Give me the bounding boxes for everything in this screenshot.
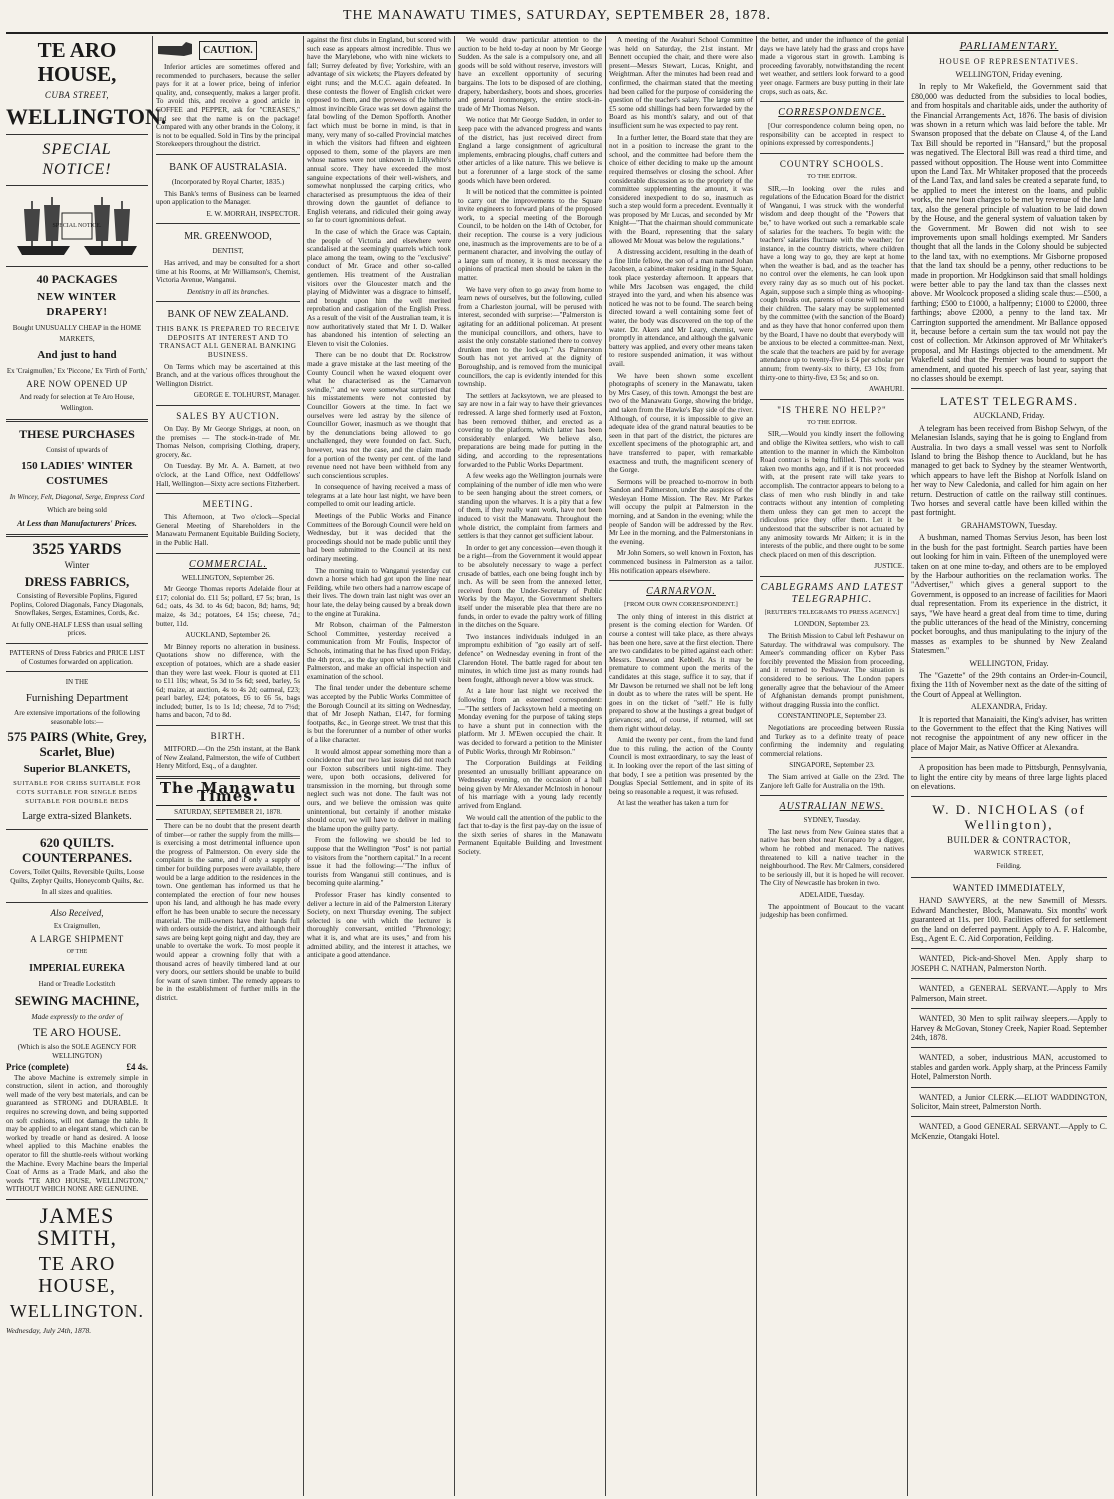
extensive-importations: Are extensive importations of the following seasonable lots:— [14, 709, 140, 726]
tender-text: The final tender under the debenture scheme was accepted by the Public Works Committee of the Borough Council at its sitting on Wednesday, that of Mr Joseph Nathan, £147, for forming footpaths, &c., in George street. We trust that this is but the forerunner of a number of other works of a like character. [307, 684, 451, 744]
grahamstown-text: A bushman, named Thomas Servius Jeson, has been lost in the bush for the past fortnight. Search parties have been out looking for him in vain. Fifteen of the unemployed were taken on at one mine to-day, and others are to be employed by the Harbour authorities on the reclamation works. The "Advertiser," which gives a general support to the Government, is opposed to an increase of facilities for Maori dual representation. From its experience in the district, it says, "We have heard a great deal from time to time, during the public utterances of the head of the Ministry, concerning pocket boroughs, and thus manipulating to the injury of the masses as examples to be shunned by New Zealand Statesmen." [911, 533, 1107, 656]
packages: 40 PACKAGES [36, 272, 118, 286]
adelaide-dateline: ADELAIDE, Tuesday. [799, 890, 865, 899]
paper-date: SATURDAY, SEPTEMBER 21, 1878. [156, 805, 300, 820]
nicholas-heading: W. D. NICHOLAS (of Wellington), [932, 802, 1086, 833]
photographs-text: We have been shown some excellent photographs of scenery in the Manawatu, taken by Mrs Casey, of this town. Amongst the best are two of the Manawatu Gorge, showing the bridge, and taken from the Hawke's Bay side of the river. Although, of course, it is impossible to give an adequate idea of the grand natural beauties to be seen in that part of the district, the pictures are excellent specimens of the photographic art, and have transferred to paper, with remarkable exactness and truth, the magnificent scenery of the Gorge. [609, 371, 753, 475]
cablegrams-sub: [REUTER'S TELEGRAMS TO PRESS AGENCY.] [764, 608, 900, 616]
ship-label: SPECIAL NOTICE. [52, 223, 102, 229]
birth-text: MITFORD.—On the 25th instant, at the Bank of New Zealand, Palmerston, the wife of Cuthbert Henry Mitford, Esq., of a daughter. [156, 745, 300, 771]
column-3 [307, 36, 451, 1496]
price-value: £4 4s. [126, 1062, 148, 1073]
winter-drapery: NEW WINTER DRAPERY! [37, 291, 117, 318]
singapore-dateline: SINGAPORE, September 23. [789, 761, 875, 770]
wanted-servant: WANTED, a GENERAL SERVANT.—Apply to Mrs Palmerson, Main street. [911, 984, 1107, 1003]
column-1 [6, 36, 167, 1496]
pairs-count: 575 PAIRS (White, Grey, Scarlet, Blue) [7, 729, 147, 760]
james-smith: JAMES SMITH, [37, 1203, 117, 1250]
column-6 [760, 36, 904, 1496]
pointing-hand-icon [156, 38, 196, 60]
train-text: The morning train to Wanganui yesterday cut down a horse which had got upon the line near Feilding, while two others had a narrow escape of their lives. The down train last night was over an hour late, the delay being caused by a break down to the engine at Turakina. [307, 566, 451, 618]
commercial-dateline: WELLINGTON, September 26. [181, 573, 275, 582]
bank-australasia-heading: BANK OF AUSTRALASIA. [169, 161, 287, 173]
blankets-heading: Superior BLANKETS, [23, 763, 131, 776]
bank-nz-sub: THIS BANK IS PREPARED TO RECEIVE DEPOSITS AT INTEREST AND TO TRANSACT ALL GENERAL BANKING BUSINESS. [156, 325, 300, 360]
in-the: IN THE [65, 678, 89, 687]
column-2 [156, 36, 300, 1496]
commercial-dateline-2: AUCKLAND, September 26. [185, 631, 271, 640]
machine-description: The above Machine is extremely simple in construction, silent in action, and thoroughly well made of the very best materials, and can be guaranteed as STRONG and DURABLE. It requires no screwing down, and being supported on soft cushions, will not damage the table. It may be applied to an elegant stand, which can be worked by treadle or hand as desired. A loose wheel applied to this Machine enables the operator to fill the shuttle-reels without working the Machine. Every Machine bears the Imperial Coat of Arms as a Trade Mark, and also the words "TE ARO HOUSE, WELLINGTON," WITHOUT WHICH NONE ARE GENUINE. [6, 1073, 148, 1194]
fight-text: Two instances individuals indulged in an impromptu exhibition of "go easily art of self-defence" on Wednesday evening in front of the Clarendon Hotel. The battle raged for about ten minutes, in which time just as many rounds had been fought, although never a blow was struck. [458, 632, 602, 684]
also-received: Also Received, [50, 907, 104, 918]
birth-heading: BIRTH. [210, 731, 246, 742]
masthead: THE MANAWATU TIMES, SATURDAY, SEPTEMBER 28, 1878. [343, 8, 771, 23]
singapore-text: The Siam arrived at Galle on the 23rd. The Zanjore left Galle for Australia on the 19th. [760, 772, 904, 790]
grahamstown-dateline: GRAHAMSTOWN, Tuesday. [960, 520, 1057, 530]
caution-ad [156, 38, 300, 63]
half-price-note: At fully ONE-HALF LESS than usual selling prices. [11, 620, 143, 638]
alexandra-dateline: ALEXANDRA, Friday. [970, 702, 1048, 712]
caution-text: Inferior articles are sometimes offered and recommended to purchasers, because the seller pays for it at a lower price, being of inferior quality, and, consequently, makes a larger profit. To avoid this, and receive a good article in COFFEE and PEPPER, ask for "CREASE'S," and see that the name is on the package! Compared with any other brands in the Colony, it is not to be equalled. Sold in Tins by the principal Storekeepers throughout the district. [156, 63, 300, 149]
caution-heading: CAUTION. [199, 41, 257, 60]
smith-te-aro-house: TE ARO HOUSE, [38, 1253, 116, 1297]
auckland-text: A telegram has been received from Bishop Selwyn, of the Melanesian Islands, saying that he is going to England from Australia. In two days a small vessel was sent to Norfolk Island to bring the Bishop thence to Auckland, but he has managed to get back to Sydney by the steamer Wentworth, which appears to have left the Bishop at Norfolk Island on her way to New Caledonia, and called for him again on her return. Destruction of cattle on the railway still continues. Two horses and several cattle have been killed within the past fortnight. [911, 423, 1107, 518]
bank-nz-sign: GEORGE E. TOLHURST, Manager. [193, 391, 300, 400]
feilding-ball-text: The Corporation Buildings at Feilding presented an unusually brilliant appearance on Wednesday evening, on the occasion of a ball being given by Mr Alexander McIntosh in honour of his marriage with a young lady recently arrived from England. [458, 759, 602, 811]
country-schools-text: SIR,—In looking over the rules and regulations of the Education Board for the district of Wanganui, I was struck with the wonderful wisdom and deep thought of the "Powers that be," to have worked out such a remarkable scale of salaries for the teachers. To begin with: the teachers' salaries fluctuate with the weather; for instance, in the country districts, where children have a long way to go, they are kept at home when the weather is bad, and as the teacher has no control over the elements, he can look upon every rainy day as so much out of his pocket. Again, suppose such a simple thing as whooping-cough breaks out, parents of course will not send their children. The salary may be supplemented by the committee (with the sanction of the Board) and as they have that honor conferred upon them by the Board, I have no doubt that everybody will be anxious to be elected a committee-man. Next, the scale that the teachers are paid by for average attendance up to twenty-five is £4 per scholar per annum; from twenty-six to thirty, £3 10s; from thirty-one to thirty-five, £3 5s; and so on. [760, 184, 904, 382]
wanted-good-servant: WANTED, a Good GENERAL SERVANT.—Apply to C. McKenzie, Otangaki Hotel. [911, 1122, 1107, 1141]
meeting-text: This Afternoon, at Two o'clock—Special General Meeting of Shareholders in the Manawatu Permanent Equitable Building Society, in the Public Hall. [156, 513, 300, 547]
accident-text: A distressing accident, resulting in the death of a fine little fellow, the son of a man named Johan Jacobsen, a cabinet-maker residing in the Square, took place yesterday afternoon. It appears that while Mrs Jacobsen was engaged, the child strayed into the yard, and when his absence was noticed he was not to be found. The search being directed toward a well containing some feet of water, the body was discovered on the top of the water. Dr. Akers and Mr Leary, chemist, were promptly in attendance, and although the galvanic battery was applied, and every other means taken to restore suspended animation, it was without avail. [609, 248, 753, 368]
less-than-manufacturers: At Less than Manufacturers' Prices. [17, 519, 137, 528]
sales-text-1: On Day. By Mr George Shriggs, at noon, on the premises — The stock-in-trade of Mr. Thomas Nelson, comprising Clothing, drapery, grocery, &c. [156, 425, 300, 459]
wanted-sleepers: WANTED, 30 Men to split railway sleepers.—Apply to Harvey & McGovan, Stoney Creek, Napier Road. September 24th, 1878. [911, 1014, 1107, 1042]
column-4 [458, 36, 602, 1496]
telegrams-note: In consequence of having received a mass of telegrams at a late hour last night, we have been compelled to omit our leading article. [307, 483, 451, 509]
carnarvon-heading: CARNARVON. [646, 586, 716, 598]
cablegrams-heading: CABLEGRAMS AND LATEST TELEGRAPHIC. [760, 581, 904, 605]
ladies-costumes: 150 LADIES' WINTER COSTUMES [21, 460, 133, 487]
pittsburgh-text: A proposition has been made to Pittsburgh, Pennsylvania, to light the entire city by means of three large lights placed on elevations. [911, 763, 1107, 792]
smith-date: Wednesday, July 24th, 1878. [6, 1326, 92, 1335]
auckland-dateline: AUCKLAND, Friday. [973, 411, 1045, 421]
sermons-text: Sermons will be preached to-morrow in both Sandon and Palmerston, under the auspices of the Wesleyan Home Mission. The Rev. Mr Parkes will occupy the pulpit at Palmerston in the morning, and at Sandon in the evening; while the people of Sandon will be addressed by the Rev. Mr Lee in the morning, and the Palmerstonians in the evening. [609, 477, 753, 546]
wellington-dateline: WELLINGTON, Friday. [969, 658, 1049, 668]
these-purchases: THESE PURCHASES [19, 427, 135, 441]
country-schools-sub: TO THE EDITOR. [807, 172, 857, 180]
london-text: The British Mission to Cabul left Peshawur on Saturday. The withdrawal was compulsory. The Ameer's commanding officer on Kyber Pass forcibly prevented the Mission from proceeding, and it returned to Peshawur. The situation is considered to be serious. The London papers generally agree that the behaviour of the Ameer of Afghanistan demands prompt punishment, without dragging Russia into the conflict. [760, 632, 904, 709]
wanted-clerk: WANTED, a Junior CLERK.—ELIOT WADDINGTON, Solicitor, Main street, Palmerston North. [911, 1092, 1107, 1111]
sole-agency: (Which is also the SOLE AGENCY FOR WELLINGTON) [17, 1042, 137, 1060]
house-heading: HOUSE OF REPRESENTATIVES. [939, 57, 1079, 66]
country-schools-heading: COUNTRY SCHOOLS. [779, 158, 885, 169]
commercial-text-2: Mr Binney reports no alteration in business. Quotations show no difference, with the exception of potatoes, which are a shade easier than they were last week. Flour is quoted at £11 to £11 10s; wheat, 5s 3d to 5s 6d; seed, barley, 5s 6d; maize, at auction, 4s to 4s 2d; oatmeal, £23; pearl barley, £24; potatoes, £6 to £6 5s, bags included; butter, 1s to 1s 1d; cheese, 7d to 7½d; hams and bacon, 7d to 8d. [156, 642, 300, 720]
quilts-count: 620 QUILTS. COUNTERPANES. [22, 835, 132, 866]
constantinople-dateline: CONSTANTINOPLE, September 23. [777, 712, 887, 721]
no-help-sign: JUSTICE. [874, 562, 904, 571]
school-text: Mr Robson, chairman of the Palmerston School Committee, yesterday received a communication from Mr Foulis, Inspector of Schools, intimating that he has fixed upon Friday, the 4th prox., as the day upon which he will visit Palmerston, and make an official inspection and examination of the school. [307, 621, 451, 681]
lecture-text: Professor Fraser has kindly consented to deliver a lecture in aid of the Palmerston Literary Society, on next Thursday evening. The subject selected is one with which the lecturer is thoroughly conversant, entitled "Phrenology; what it is, and what are its uses," and from his admitted ability, and the interest it attaches, we anticipate a good attendance. [307, 891, 451, 960]
commercial-heading: COMMERCIAL. [189, 558, 267, 570]
nicholas-trade: BUILDER & CONTRACTOR, [946, 835, 1072, 846]
committees-text: Meetings of the Public Works and Finance Committees of the Borough Council were held on Wednesday, but it was decided that the proceedings should not be made public until they had been submitted to the Council at its next ordinary meeting. [307, 512, 451, 564]
square-text: It will be noticed that the committee is pointed to carry out the improvements to the Square invite engineers to forward plans of the proposed work, to a special meeting of the Borough Council, to be holden on the 14th of October, for their reception. The course is a very judicious one, inasmuch as the improvements are to be of a permanent character, and involving the outlay of a large sum of money, it is most necessary the opinions of practical men should be taken in the matter. [458, 188, 602, 283]
sewing-machine: SEWING MACHINE, [14, 992, 140, 1008]
column-rule [756, 36, 757, 1496]
cricket-text-1: against the first clubs in England, but scored with such ease as appears almost incredible. Thus we have the Marylebone, who with nine wickets to fall; Surrey defeated by five; Yorkshire, with an advantage of six wickets; the Players defeated by eight runs; and the M.C.C. again defeated. In these contests the flower of English cricket were opposed to them, and the prowess of the hitherto almost invincible Grace was set down against the fatal bowling of the Demon Spofforth. Another fact which must be borne in mind, is that in many, very many of so-called Provincial matches in which the visitors had fifteen and eighteen opposed to them, some of the players are men whose names were not unknown in Lillywhite's annual score. They have exceeded the most sanguine expectations of their well-wishers, and somewhat nonplussed the carping critics, who characterised as presumptuous the idea of their throwing down the gauntlet of defiance to English veterans, and ridiculed their going away so far to court ignominious defeat. [307, 36, 451, 225]
nicholas-town: Feilding. [996, 862, 1022, 871]
building-society-text: We would call the attention of the public to the fact that to-day is the first pay-day on the issue of the sixth series of shares in the Manawatu Permanent Equitable Building and Investment Society. [458, 813, 602, 857]
te-aro-street: CUBA STREET, [44, 90, 110, 100]
te-aro-title: TE ARO HOUSE, [37, 38, 117, 86]
bank-australasia-text: This Bank's terms of Business can be learned upon application to the Manager. [156, 189, 300, 207]
bought-note: Bought UNUSUALLY CHEAP in the HOME MARKETS, [12, 324, 142, 343]
county-text: Amid the twenty per cent., from the land fund due to this ruling, the action of the County Council is most extraordinary, to say the least of it. In looking over the report of the last sitting of that body, I see a petition was presented by the Douglas Special Settlement, and in spite of its being so reasonable a request, it was refused. [609, 736, 753, 796]
smith-wellington: WELLINGTON. [9, 1301, 145, 1321]
ex-craigmullen: Ex Craigmullen, [53, 921, 101, 930]
column-rule [303, 36, 304, 1496]
correspondence-note: [Our correspondence column being open, no responsibility can be accepted in respect to opinions expressed by correspondents.] [760, 122, 904, 148]
large-blankets: Large extra-sized Blankets. [22, 811, 132, 823]
column-5 [609, 36, 753, 1496]
sales-heading: SALES BY AUCTION. [176, 411, 280, 422]
made-expressly: Made expressly to the order of [31, 1011, 123, 1021]
board-text: In a further letter, the Board state that they are not in a position to increase the grant to the school, and the committee had before them the choice of either deciding to make up the amount required themselves or closing the school. After considerable discussion as to the propriety of the committee supplementing the amount, it was considered inexpedient to do so, inasmuch as such a step would form a precedent. Eventually it was proposed by Mr Lucas, and seconded by Mr Knight—"That the chairman should communicate with the Board, representing that the salary allowed Mr Mouat was below the regulations." [609, 133, 753, 245]
carnarvon-sub: [FROM OUR OWN CORRESPONDENT.] [624, 601, 738, 609]
awahuri-text: A meeting of the Awahuri School Committee was held on Saturday, the 21st instant. Mr Bennett occupied the chair, and there were also present—Messrs Stewart, Lucas, Knight, and Weightman. After the minutes had been read and confirmed, the chairman stated that the meeting had been called for the purpose of considering the question of the teacher's salary. The large sum of £5 some odd shillings had been forwarded by the Board as his month's salary, and out of that insufficient sum he was expected to pay rent. [609, 36, 753, 130]
costume-fabrics: In Wincey, Felt, Diagonal, Serge, Empress Cord [9, 493, 145, 501]
price-row [6, 1063, 148, 1072]
lockstitch: Hand or Treadle Lockstitch [38, 979, 116, 988]
country-schools-sign: AWAHURI. [868, 385, 904, 394]
being-sold: Which are being sold [47, 506, 107, 514]
parliament-text: In reply to Mr Wakefield, the Government said that £80,000 was deducted from the subsidies to local bodies, and from hospitals and charitable aids, under the authority of the Financial Arrangements Act, 1876. The basis of division was shown in a return which was laid before the table. Mr Swanson proposed that the debate on Clause 4, of the Land Tax Bill should be reported in "Hansard," but the proposal was negatived. The Electoral Bill was read a third time, and passed without opposition. The House went into Committee upon the Land Tax. Mr Whitaker proposed that the proceeds of the Land Tax, and land sales be created a separate fund, to be applied to meet the interest on the loans, and public works, the new loan charges to be met by revenue of the land tax, also the general principle of valuation to be laid down by the House, and the general system of valuation taken by the Government. Mr Bowen did not wish to see improvements upon small holdings exempted. Mr Sanders thought that all the lands in the Colony should be subjected to the land tax, with no exemptions. Mr Gisborne proposed that the land tax should be a penny, other reductions to be made in proportion. Mr Hodgkinson said that small holdings were better able to pay the land tax than the classes next above. Mr Woolcock proposed a sliding scale thus:—£500, a farthing; £500 to £1000, a halfpenny; £1000 to £2000, three farthings; above £2000, a penny to the land tax. Mr Carrington supported the amendment. Mr Ballance opposed it, because before a certain sum the tax would not pay the cost of collection. Mr Atkinson approved of Mr Whitaker's proposal, and Mr Hastings objected to the amendment. Mr Wakefield said that the Premier was bound to support the amendment, and quoted his speech of last year, saying that no classes should be exempt. [911, 82, 1108, 383]
quilts-sizes: In all sizes and qualities. [41, 888, 113, 897]
post-text: From the following we should be led to suppose that the Wellington "Post" is not partial to visitors from the "northern capital." In a recent issue it had the following:—"The influx of tourists from Wanganui still continues, and is becoming quite alarming." [307, 836, 451, 888]
sydney-text: The last news from New Guinea states that a native has been shot near Koraparo by a digger, whom he robbed and menaced. The natives threatened to kill a native teacher in the neighbourhood. The Rev. Mr Calmers, considered to be seriously ill, but it is hoped he will recover. The City of Newcastle has broken in two. [760, 827, 904, 888]
jacksytown-text: The settlers at Jacksytown, we are pleased to say are now in a fair way to have their grievances redressed. A large shed formerly used at Foxton, has been removed thither, and erected as a covering to the platform, which latter has been considerably enlarged. We believe also, preparations are being made for putting in the siding, and according to the representations forwarded to the Public Works Department. [458, 391, 602, 469]
foxton-text: It would almost appear something more than a coincidence that our two last issues did not reach our Foxton subscribers until night-time. They were, upon both occasions, delivered for transmission in the morning, but through some neglect such was not done. The fault was not ours, and we believe the omission was quite unintentional, but certainly if another mistake should occur, we will have to deliver in mailing the blame upon the guilty party. [307, 747, 451, 833]
parliament-dateline: WELLINGTON, Friday evening. [955, 70, 1063, 79]
editorial-text: There can be no doubt that the present dearth of timber—or rather the supply from the mills—is exercising a most detrimental influence upon the progress of Palmerston. On every side the complaint is the same, and if only a supply of timber for building purposes were available, there would be a large addition to the residences in the town. One gentleman has informed us that he contemplated the erection of four new houses upon his land, and although he has made every effort he has been unable to secure the necessary material. The mill-owners have their hands full with orders outside the district, and although their saws are being kept going night and day, they are unable to overtake the work. To most people it would appear a crowning folly that with a thousand acres of heavily timbered land at our very doors, our settlers should be unable to build for want of sawn timber. The remedy appears to be in the establishment of further mills in the district. [156, 822, 300, 1002]
consist-of: Consist of upwards of [46, 446, 108, 454]
auction-text: We would draw particular attention to the auction to be held to-day at noon by Mr George Sudden. As the sale is a compulsory one, and all goods will be sold without reserve, investors will have an excellent opportunity of securing bargains. The lots to be disposed of are clothing, drapery, haberdashery, boots and shoes, groceries and general ironmongery, the entire stock-in-trade of Mr Thomas Nelson. [458, 36, 602, 113]
implements-text: We notice that Mr George Sudden, in order to keep pace with the advanced progress and wants of the district, has just received direct from England a large consignment of agricultural implements, embracing ploughs, chaff cutters and other articles of a like nature. This we believe is but a forerunner of a large stock of the same goods which have been ordered. [458, 116, 602, 185]
greenwood-tagline: Dentistry in all its branches. [186, 287, 270, 296]
settlers-text: At a late hour last night we received the following from an esteemed correspondent:—"The settlers of Jacksytown held a meeting on Monday evening for the purpose of taking steps to have a shunt put in connection with the platform. Mr J. M'Ewen occupied the chair. It was decided to forward a petition to the Minister of Public Works, through Mr Robinson." [458, 687, 602, 756]
labour-text: A few weeks ago the Wellington journals were complaining of the number of idle men who were to be seen hanging about the street corners, or standing upon the wharves. It is a pity that a few of them, if they really want work, have not been induced to visit the Manawatu. Throughout the whole district, the complaint from farmers and settlers is that they cannot get sufficient labour. [458, 472, 602, 541]
london-dateline: LONDON, September 23. [794, 620, 870, 629]
ships-list: Ex 'Craigmullen,' Ex 'Piccone,' Ex 'Firth of Forth,' [6, 367, 148, 375]
column-rule [907, 36, 908, 1496]
column-rule [454, 36, 455, 1496]
latest-telegrams-heading: LATEST TELEGRAMS. [940, 394, 1078, 409]
weather-continued: the better, and under the influence of the genial days we have lately had the grass and crops have made a vigorous start in growth. Lambing is proceeding favorably, notwithstanding the recent wet weather, and settlers look forward to a good yeer onage. Farmers are busy putting in their late crops, such as oats, &c. [760, 36, 904, 96]
correspondence-heading: CORRESPONDENCE. [778, 107, 886, 119]
nicholas-street: WARWICK STREET, [974, 849, 1044, 858]
bank-australasia-sign: E. W. MORRAH, INSPECTOR. [206, 209, 300, 218]
te-aro-city: WELLINGTON. [6, 104, 167, 129]
carnarvon-text: The only thing of interest in this district at present is the coming election for Warden. Of course a contest will take place, as there always has been one here, save at the first election. There are two candidates to be pitted against each other: Messrs. Dawson and Kebbell. As it may be premature to comment upon the merits of the candidates at this stage, suffice it to say, that if Mr Dawson be returned we shall not be left long in doubt as to where the rates will be spent. He goes in on the ticket of "self." He is fully prepared to show at the hustings a great budget of grievances; and, of course, if returned, will set them right without delay. [609, 612, 753, 733]
imperial-eureka: IMPERIAL EUREKA [29, 962, 125, 974]
bank-australasia-charter: (Incorporated by Royal Charter, 1835.) [171, 177, 285, 186]
australian-news-heading: AUSTRALIAN NEWS. [779, 801, 885, 813]
quilts-description: Covers, Toilet Quilts, Reversible Quilts, Loose Quilts, Zephyr Quilts, Honeycomb Quilts, &c. [9, 868, 145, 885]
dress-fabrics: DRESS FABRICS, [24, 574, 130, 589]
of-the: OF THE [66, 948, 88, 955]
wanted-immediately: WANTED IMMEDIATELY, [952, 883, 1066, 894]
patterns-note: PATTERNS of Dress Fabrics and PRICE LIST of Costumes forwarded on application. [9, 648, 145, 666]
wellington-text: The "Gazette" of the 29th contains an Order-in-Council, fixing the 11th of November next as the date of the sitting of the Court of Appeal at Wellington. [911, 670, 1107, 699]
no-help-text: SIR,—Would you kindly insert the following and oblige the Kiwitea settlers, who wish to call attention to the manner in which the Kimbolton Road contract is being fulfilled. This work was taken two months ago, and if it is not proceeded with, at the present rate will take years to accomplish. The contractor appears to belong to a class of men who rush blindly in and take contracts without any intention of completing them unless they can get men to accept the ridiculous price they offer them. Let it be understood that the subscriber is not actuated by any animosity towards Mr Aitken; it is in the interests of the public, and there ought to be some check placed on men of this description. [760, 430, 904, 559]
special-notice: SPECIAL NOTICE! [42, 141, 112, 178]
price-label: Price (complete) [6, 1062, 69, 1073]
no-help-heading: "IS THERE NO HELP?" [777, 404, 887, 415]
tailor-text: Mr John Somers, so well known in Foxton, has commenced business in Palmerston as a tailor. His notification appears elsewhere. [609, 549, 753, 575]
meeting-heading: MEETING. [202, 499, 254, 510]
greenwood-heading: MR. GREENWOOD, [184, 231, 272, 243]
parliamentary-heading: PARLIAMENTARY. [959, 40, 1059, 52]
cricket-text-2: In the case of which the Grace was Captain, the people of Victoria and elsewhere were scandalised at the seemingly quarrels which took place among the team, owing to the "exclusive" conduct of Mr. Grace and other so-called gentlemen. His treatment of the Australian visitors over the Gloucester match and the playing of Midwinter was a disgrace to himself, and brought upon him the well merited reprobation and castigation of the English Press. As a result of the visit of the Australian team, it is now authoritatively stated that Mr I. D. Walker has abandoned his intention of selecting an Eleven to visit the Colonies. [307, 228, 451, 348]
te-aro-house-label: TE ARO HOUSE. [32, 1024, 122, 1039]
column-7 [911, 36, 1107, 1496]
blankets-suitable: SUITABLE FOR CRIBS SUITABLE FOR COTS SUITABLE FOR SINGLE BEDS SUITABLE FOR DOUBLE BEDS [13, 780, 141, 805]
masthead-rule [6, 32, 1108, 34]
greenwood-title: DENTIST, [212, 247, 244, 256]
yards-count: 3525 YARDS [32, 541, 122, 558]
just-to-hand: And just to hand [37, 349, 117, 361]
sales-text-2: On Tuesday. By Mr. A. A. Barnett, at two o'clock, at the Land Office, next Oddfellows' Hall, Wellington—Sixty acre sections Fitzherbert. [156, 462, 300, 488]
sydney-dateline: SYDNEY, Tuesday. [803, 816, 861, 825]
opened-up: ARE NOW OPENED UP [26, 379, 128, 389]
winter-label: Winter [64, 560, 90, 570]
weather-text: At last the weather has taken a turn for [617, 799, 729, 808]
bank-nz-heading: BANK OF NEW ZEALAND. [167, 309, 289, 321]
wanted-shovel-men: WANTED, Pick-and-Shovel Men. Apply sharp to JOSEPH C. NATHAN, Palmerston North. [911, 954, 1107, 973]
commercial-text: Mr George Thomas reports Adelaide flour at £17; colonial do. £11 5s; pollard, £7 5s; bran, 1s 6d.; oats, 4s 3d. to 4s 6d; bacon, 8d; hams, 9d; maize, 4s 3d.; potatoes, £4 15s; cheese, 7d.; butter, 11d. [156, 585, 300, 628]
bank-nz-text: On Terms which may be ascertained at this Branch, and at the various offices throughout the Wellington District. [156, 362, 300, 388]
charleston-text: We have very often to go away from home to learn news of ourselves, but the following, culled from a Charleston journal, will be perused with interest, seconded with surprise:—"Palmerston is agitating for an additional policeman. At present the municipal councillors, and others, have to assist the only constable stationed there to convey drunken men to the lock-up." As Palmerston South has not yet arrived at the dignity of Boroughship, and is removed from the municipal councillors, the cap is evidently intended for this township. [458, 285, 602, 389]
hand-sawyers-text: HAND SAWYERS, at the new Sawmill of Messrs. Edward Manchester, Block, Manawatu. Six months' work guaranteed at 11s. per 100. Facilities offered for settlement on the land on deferred payment. Apply to A. F. Halcombe, Esq., Agent E. C. Aid Corporation, Feilding. [911, 896, 1107, 944]
paper-title: The Manawatu Times. [159, 778, 297, 806]
column-rule [152, 36, 153, 1496]
rockstrow-text: There can be no doubt that Dr. Rockstrow made a grave mistake at the last meeting of the County Council when he waxed eloquent over what he characterised as the "Carnarvon swindle," and we were somewhat surprised that his misstatements were not contested by Councillor Gowers at the time. In fact we ourselves were led astray by the silence of Councillor Gower, inasmuch as we thought that by the denunciations being allowed to go unchallenged, they were founded on fact. Such, however, was not the case, and the claim made for a portion of the twenty per cent. of the land revenue need not have been withheld from any such conscientious scruples. [307, 351, 451, 480]
no-help-sub: TO THE EDITOR. [807, 418, 857, 426]
large-shipment: A LARGE SHIPMENT [30, 933, 124, 944]
furnishing-department: Furnishing Department [25, 692, 129, 705]
alexandra-text: It is reported that Manaiaiti, the King's adviser, has written to the Government to the effect that the King Natives will not recognise the appointment of any new officer in the place of Major Mair, as Native Officer at Alexandra. [911, 714, 1107, 752]
column-rule [605, 36, 606, 1496]
wanted-sober-man: WANTED, a sober, industrious MAN, accustomed to stables and garden work. Apply sharp, at the Princess Family Hotel, Palmerston North. [911, 1053, 1107, 1082]
constantinople-text: Negotiations are proceeding between Russia and Turkey as to a definite treaty of peace confirming the indemnity and regulating commercial relations. [760, 724, 904, 758]
ready-for-selection: And ready for selection at Te Aro House, Wellington. [19, 393, 135, 412]
adelaide-text: The appointment of Boucaut to the vacant judgeship has been confirmed. [760, 902, 904, 920]
government-text: In order to get any concession—even though it be a right—from the Government it would appear to be absolutely necessary to wage a perfect crusade of battles, each one being fought inch by inch. As will be seen from the annexed letter, received from the Under-Secretary of Public Works by the Mayor, the Government shelters itself under the miserable plea that there are no funds, in order to evade the paltry work of filling in the ditches on the Square. [458, 543, 602, 630]
fabrics-description: Consisting of Reversible Poplins, Figured Poplins, Colored Diagonals, Fancy Diagonals, Snowflakes, Serges, Estamines, Cords, &c. [10, 592, 144, 618]
greenwood-text: Has arrived, and may be consulted for a short time at his Rooms, at Mr Williamson's, Chemist, Victoria Avenue, Wanganui. [156, 258, 300, 285]
